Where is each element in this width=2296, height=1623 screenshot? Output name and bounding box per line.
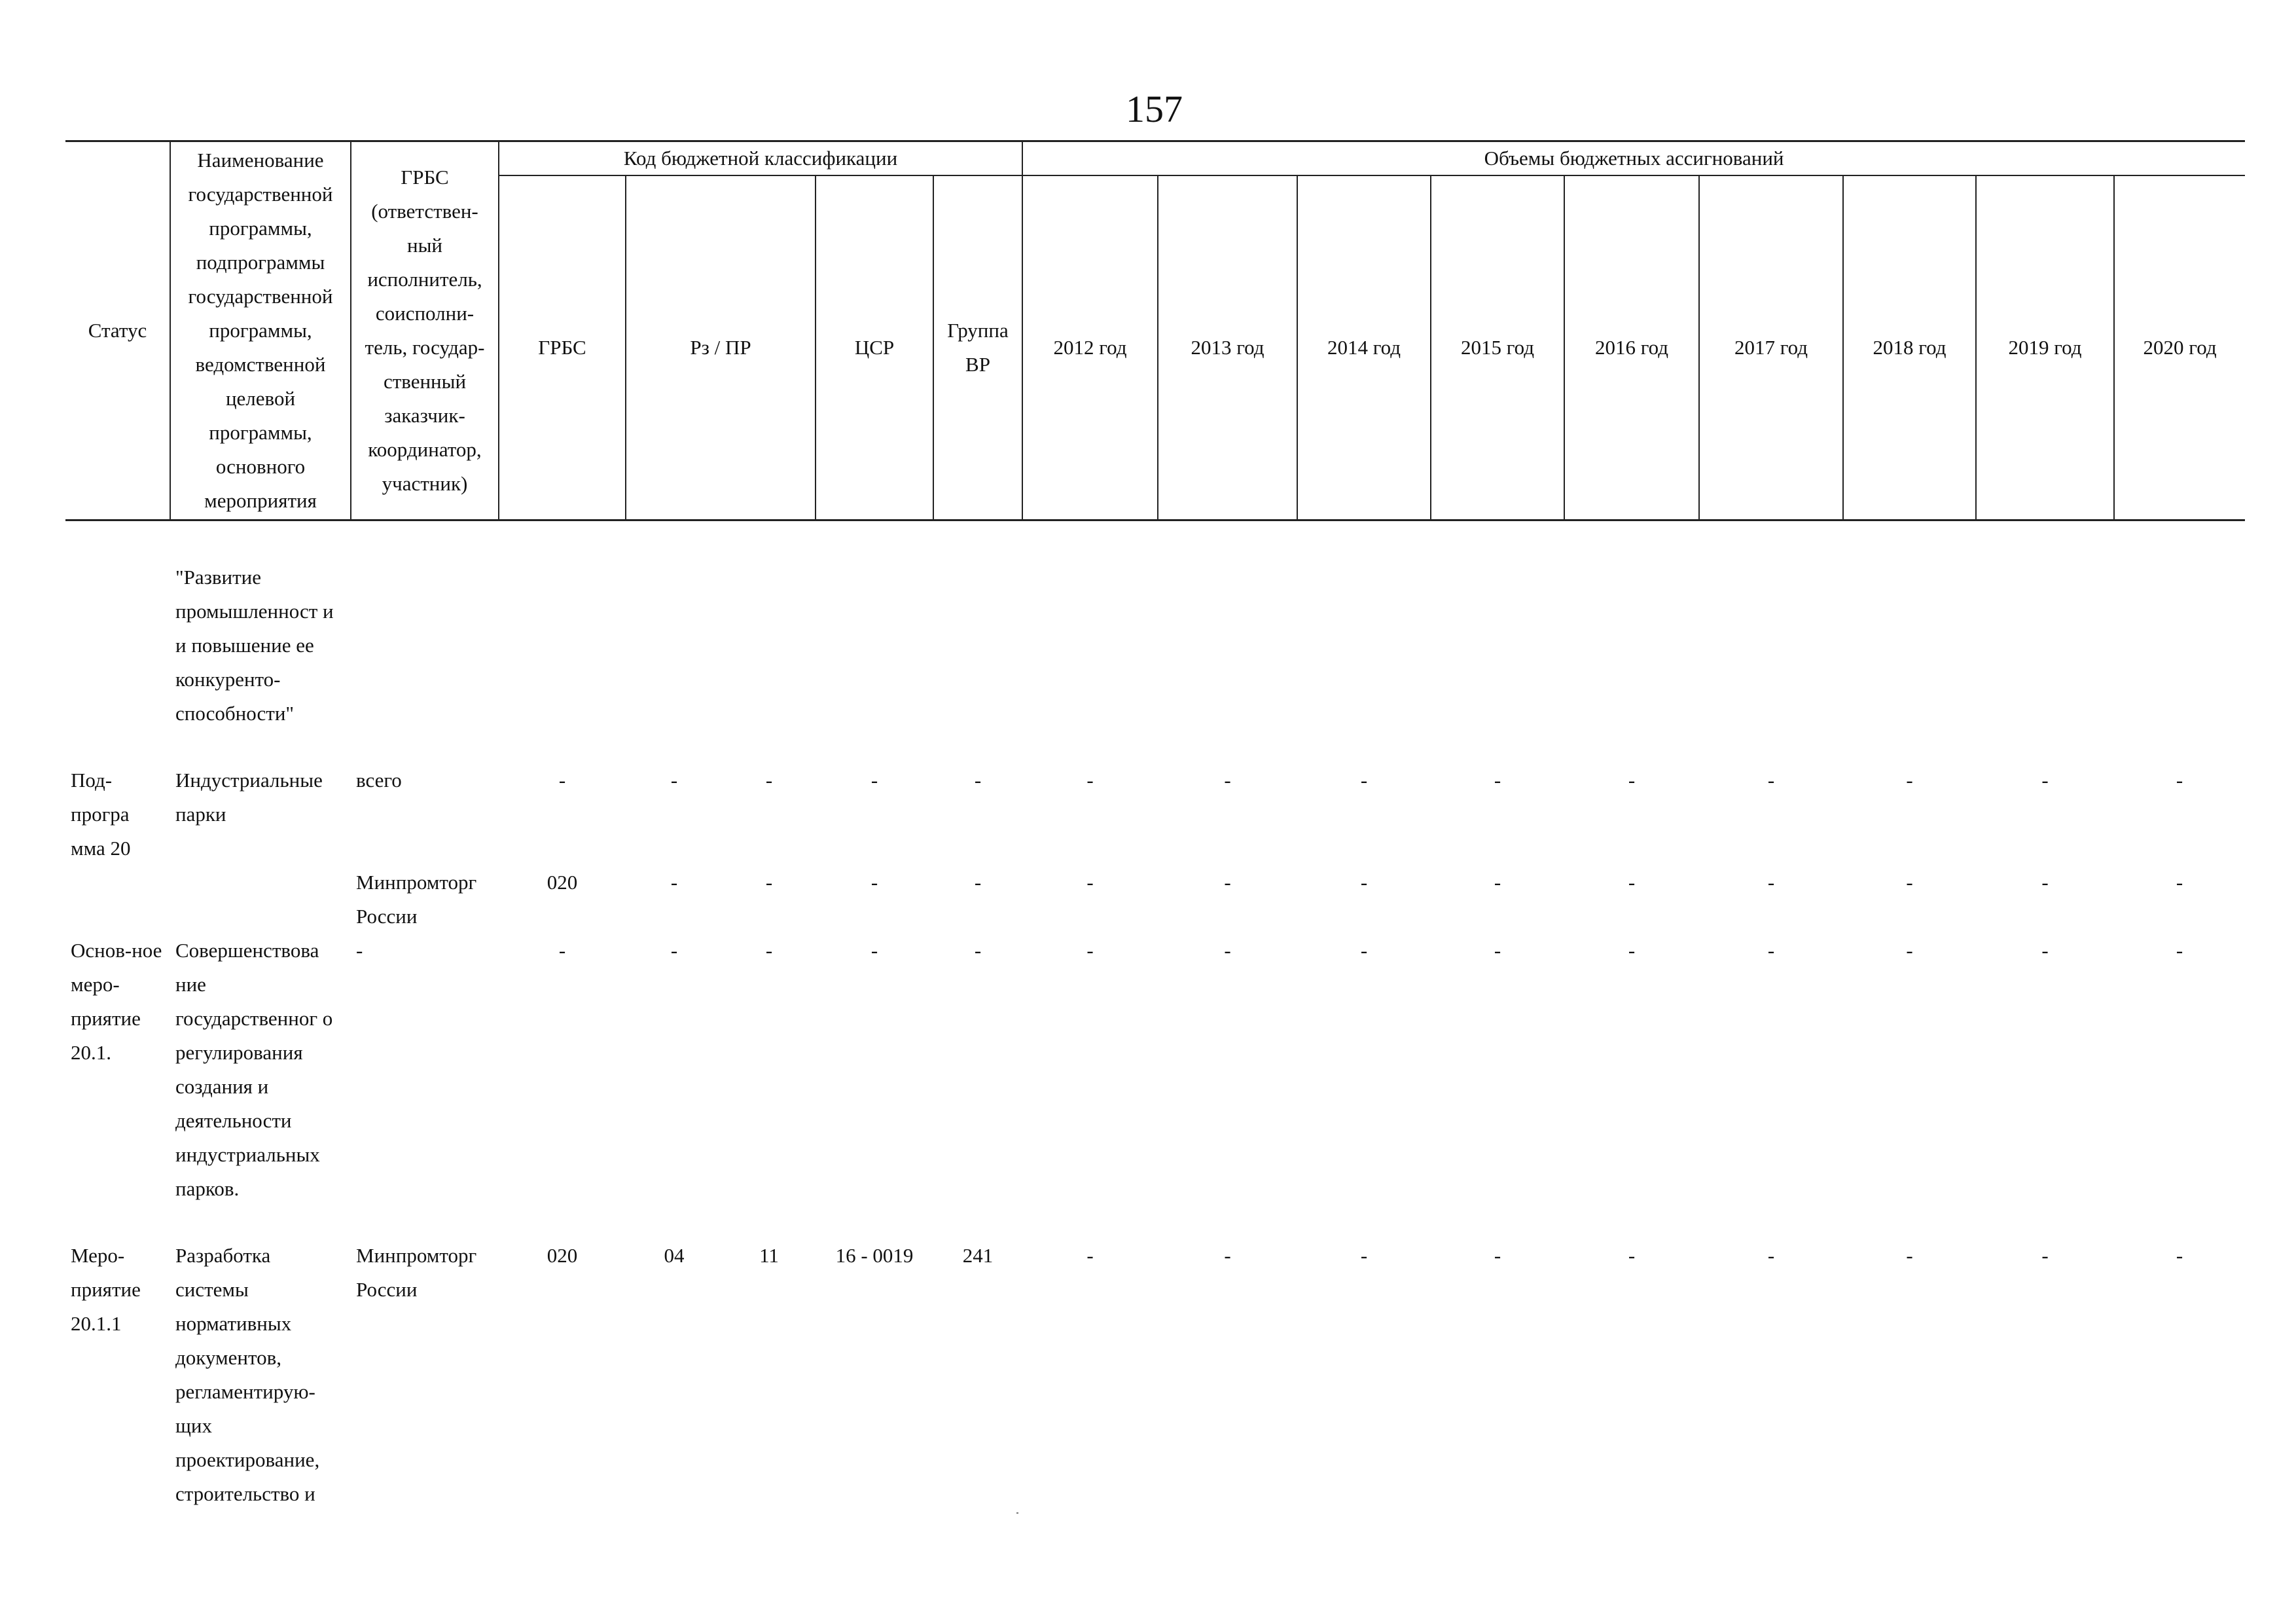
row-status: Основ-ное меро-приятие 20.1. <box>71 939 162 1064</box>
header-grbs: ГРБС <box>499 175 626 520</box>
row-status <box>65 560 170 763</box>
row-year-2016: - <box>1628 769 1636 792</box>
row-pr: - <box>765 769 773 792</box>
row-year-2015 <box>1431 560 1564 763</box>
row-year-2017: - <box>1767 1244 1775 1267</box>
row-csr <box>816 560 933 763</box>
row-rz: - <box>670 871 678 894</box>
header-code-group: Код бюджетной классификации <box>499 141 1022 175</box>
row-name: "Развитие промышленност и и повышение ее конкуренто-способности" <box>175 566 334 725</box>
row-year-2019: - <box>2041 871 2049 894</box>
row-year-2016 <box>1564 560 1699 763</box>
table-row <box>65 866 2245 934</box>
row-year-2015: - <box>1494 939 1501 962</box>
row-year-2018: - <box>1906 871 1913 894</box>
row-rz: - <box>670 939 678 962</box>
row-year-2012: - <box>1086 1244 1094 1267</box>
header-year-2016: 2016 год <box>1564 175 1699 520</box>
header-name: Наименование государственной программы, подпрограммы государственной программы, ведомственной целевой программы, основного мероприятия <box>170 141 351 520</box>
row-year-2017: - <box>1767 769 1775 792</box>
row-year-2019: - <box>2041 769 2049 792</box>
row-csr: - <box>870 939 878 962</box>
header-year-2014: 2014 год <box>1297 175 1431 520</box>
row-grbs-role: Минпромторг России <box>356 871 477 928</box>
row-grbs: 020 <box>547 871 578 894</box>
row-year-2019: - <box>2041 939 2049 962</box>
row-year-2014: - <box>1360 769 1368 792</box>
row-grbs: - <box>558 939 566 962</box>
row-rz: - <box>670 769 678 792</box>
row-vr: - <box>974 769 982 792</box>
row-year-2018: - <box>1906 769 1913 792</box>
row-year-2015: - <box>1494 769 1501 792</box>
row-year-2012 <box>1022 560 1158 763</box>
row-year-2014: - <box>1360 1244 1368 1267</box>
row-year-2014 <box>1297 560 1431 763</box>
row-pr: - <box>765 939 773 962</box>
row-grbs-role: - <box>356 939 363 962</box>
row-year-2015: - <box>1494 1244 1501 1267</box>
row-vr: - <box>974 939 982 962</box>
scan-artifact <box>1016 1512 1018 1514</box>
row-status: Меро-приятие 20.1.1 <box>71 1244 141 1335</box>
row-grbs-role: всего <box>356 769 402 792</box>
row-status: Под-програ мма 20 <box>71 769 131 860</box>
header-year-2015: 2015 год <box>1431 175 1564 520</box>
row-rzpr <box>626 560 816 763</box>
row-year-2018: - <box>1906 1244 1913 1267</box>
header-volume-group: Объемы бюджетных ассигнований <box>1022 141 2245 175</box>
row-year-2017: - <box>1767 939 1775 962</box>
row-year-2012: - <box>1086 769 1094 792</box>
row-year-2020: - <box>2176 1244 2183 1267</box>
header-year-2019: 2019 год <box>1976 175 2114 520</box>
row-name: Разработка системы нормативных документов, регламентирую-щих проектирование, строительство и <box>175 1244 320 1505</box>
row-year-2013: - <box>1224 1244 1231 1267</box>
header-csr: ЦСР <box>816 175 933 520</box>
row-year-2016: - <box>1628 1244 1636 1267</box>
row-vr <box>933 560 1022 763</box>
row-name: Индустриальные парки <box>175 769 323 826</box>
row-pr: 11 <box>759 1244 779 1267</box>
row-year-2016: - <box>1628 871 1636 894</box>
row-grbs <box>499 560 626 763</box>
header-year-2017: 2017 год <box>1699 175 1843 520</box>
page-number: 157 <box>1126 88 1183 130</box>
row-vr: - <box>974 871 982 894</box>
row-grbs: - <box>558 769 566 792</box>
row-year-2014: - <box>1360 939 1368 962</box>
row-year-2019 <box>1976 560 2114 763</box>
row-year-2014: - <box>1360 871 1368 894</box>
row-csr: - <box>870 871 878 894</box>
row-year-2018 <box>1843 560 1976 763</box>
row-rz: 04 <box>664 1244 685 1267</box>
row-year-2020: - <box>2176 871 2183 894</box>
header-year-2018: 2018 год <box>1843 175 1976 520</box>
row-year-2013: - <box>1224 939 1231 962</box>
row-grbs: 020 <box>547 1244 578 1267</box>
table-row <box>65 763 2245 866</box>
row-year-2017: - <box>1767 871 1775 894</box>
row-year-2019: - <box>2041 1244 2049 1267</box>
header-grbs-role: ГРБС (ответствен-ный исполнитель, соисполни-тель, государ-ственный заказчик-координатор, участник) <box>351 141 499 520</box>
row-year-2015: - <box>1494 871 1501 894</box>
header-status: Статус <box>65 141 170 520</box>
header-year-2013: 2013 год <box>1158 175 1297 520</box>
row-year-2013 <box>1158 560 1297 763</box>
row-status <box>65 866 170 934</box>
header-year-2020: 2020 год <box>2114 175 2245 520</box>
table-row <box>65 560 2245 763</box>
row-year-2018: - <box>1906 939 1913 962</box>
header-vr: Группа ВР <box>933 175 1022 520</box>
row-year-2017 <box>1699 560 1843 763</box>
row-grbs-role <box>351 560 499 763</box>
row-name <box>170 866 351 934</box>
row-csr: - <box>870 769 878 792</box>
spacer <box>65 520 2245 561</box>
row-year-2013: - <box>1224 871 1231 894</box>
row-year-2016: - <box>1628 939 1636 962</box>
row-vr: 241 <box>962 1244 994 1267</box>
row-csr: 16 - 0019 <box>835 1244 914 1267</box>
row-year-2012: - <box>1086 871 1094 894</box>
row-grbs-role: Минпромторг России <box>356 1244 477 1301</box>
header-year-2012: 2012 год <box>1022 175 1158 520</box>
row-year-2020: - <box>2176 939 2183 962</box>
table-row <box>65 1239 2245 1511</box>
row-year-2020 <box>2114 560 2245 763</box>
row-year-2013: - <box>1224 769 1231 792</box>
row-pr: - <box>765 871 773 894</box>
budget-table <box>65 140 2245 1511</box>
row-year-2020: - <box>2176 769 2183 792</box>
row-name: Совершенствова ние государственног о регулирования создания и деятельности индустриальных парков. <box>175 939 333 1200</box>
header-rzpr: Рз / ПР <box>626 175 816 520</box>
table-row <box>65 934 2245 1239</box>
row-year-2012: - <box>1086 939 1094 962</box>
